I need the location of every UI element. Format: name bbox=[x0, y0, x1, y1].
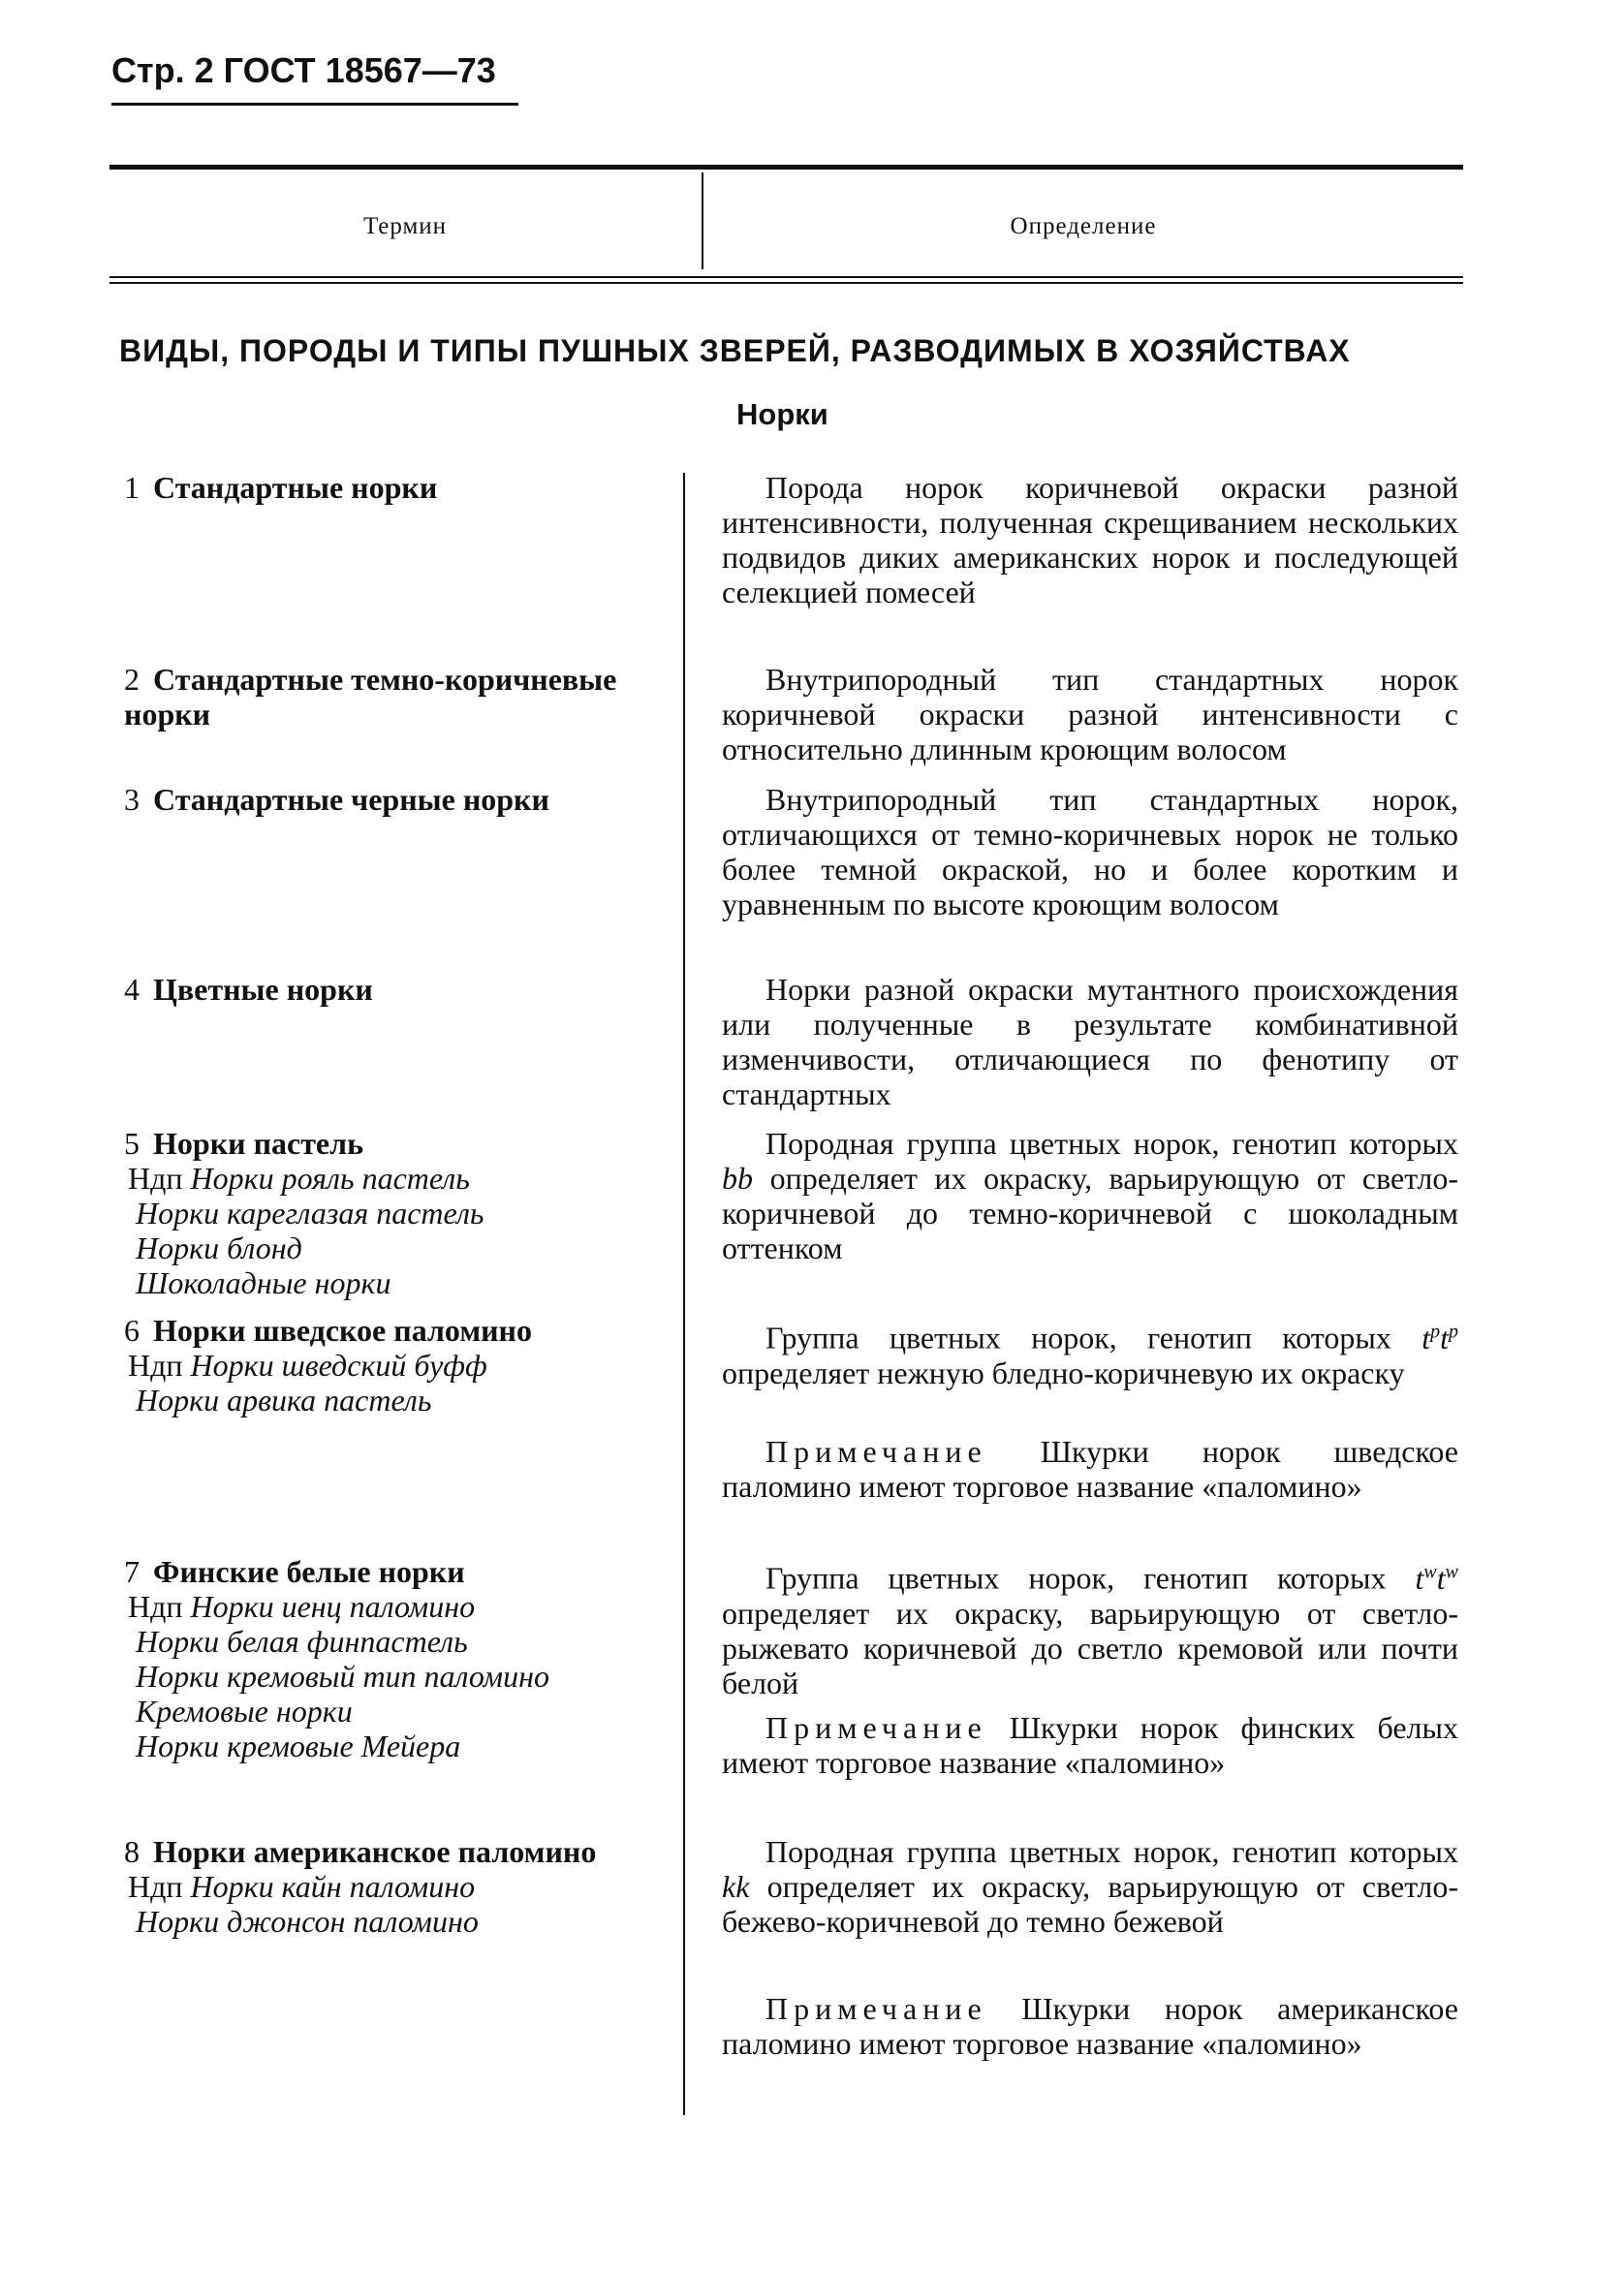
ndp-label: Ндп bbox=[128, 1348, 183, 1383]
synonym-line bbox=[124, 1161, 681, 1196]
term-number: 5 bbox=[124, 1126, 140, 1161]
definition-text: определяет их окраску, варьирующую от светло-бежево-коричневой до темно бежевой bbox=[722, 1869, 1458, 1939]
definition-3: Внутрипородный тип стандартных норок, отличающихся от темно-коричневых норок не только более темной окраской, но и более коротким и уравненным по высоте кроющим волосом bbox=[722, 782, 1458, 921]
term-entry-7 bbox=[124, 1554, 681, 1763]
column-header-definition: Определение bbox=[1010, 213, 1157, 239]
genotype: $t^wt^w$ bbox=[1415, 1560, 1458, 1596]
synonym: Норки иенц паломино bbox=[190, 1589, 476, 1624]
subsection-title: Норки bbox=[736, 397, 828, 431]
page-header-underline bbox=[111, 103, 518, 106]
term-entry-3 bbox=[124, 782, 681, 817]
genotype: kk bbox=[722, 1869, 750, 1904]
note-label: Примечание bbox=[765, 1434, 987, 1469]
definition-text: Породная группа цветных норок, генотип которых bbox=[765, 1834, 1458, 1869]
term-number: 1 bbox=[124, 470, 140, 505]
synonym: Норки арвика пастель bbox=[136, 1383, 432, 1417]
term-entry-8 bbox=[124, 1834, 681, 1939]
ndp-label: Ндп bbox=[128, 1869, 183, 1904]
synonym-line bbox=[124, 1869, 681, 1904]
synonym-line bbox=[124, 1348, 681, 1383]
definition-7 bbox=[722, 1554, 1458, 1700]
ndp-label: Ндп bbox=[128, 1161, 183, 1196]
definition-4: Норки разной окраски мутантного происхождения или полученные в результате комбинативной изменчивости, отличающиеся по фенотипу от стандартных bbox=[722, 972, 1458, 1111]
term-entry-2 bbox=[124, 662, 681, 732]
synonym: Шоколадные норки bbox=[136, 1265, 391, 1300]
definition-text: определяет их окраску, варьирующую от светло-рыжевато коричневой до светло кремовой или почти белой bbox=[722, 1595, 1458, 1700]
note-6 bbox=[722, 1434, 1458, 1504]
table-top-rule bbox=[109, 165, 1463, 170]
definition-text: Породная группа цветных норок, генотип которых bbox=[765, 1126, 1458, 1161]
column-header-term: Термин bbox=[362, 213, 448, 239]
note-8 bbox=[722, 1991, 1458, 2061]
note-text: Шкурки норок шведское паломино имеют торговое название «паломино» bbox=[722, 1434, 1458, 1504]
term-entry-4 bbox=[124, 972, 681, 1007]
term-entry-6 bbox=[124, 1313, 681, 1417]
term-entry-1 bbox=[124, 470, 681, 505]
definition-text: определяет их окраску, варьирующую от светло-коричневой до темно-коричневой с шоколадным оттенком bbox=[722, 1161, 1458, 1265]
term-name: Цветные норки bbox=[153, 972, 373, 1007]
genotype: bb bbox=[722, 1161, 753, 1196]
note-7 bbox=[722, 1710, 1458, 1780]
synonym: Кремовые норки bbox=[136, 1694, 353, 1729]
definition-text: определяет нежную бледно-коричневую их окраску bbox=[722, 1355, 1405, 1390]
synonym: Норки блонд bbox=[136, 1230, 302, 1265]
note-text: Шкурки норок финских белых имеют торговое название «паломино» bbox=[722, 1710, 1458, 1780]
definition-text: Группа цветных норок, генотип которых bbox=[765, 1560, 1416, 1596]
term-entry-5 bbox=[124, 1126, 681, 1300]
definition-5 bbox=[722, 1126, 1458, 1265]
definition-2: Внутрипородный тип стандартных норок коричневой окраски разной интенсивности с относительно длинным кроющим волосом bbox=[722, 662, 1458, 766]
term-name: Норки шведское паломино bbox=[153, 1313, 532, 1348]
term-number: 6 bbox=[124, 1313, 140, 1348]
term-number: 4 bbox=[124, 972, 140, 1007]
definition-1: Порода норок коричневой окраски разной интенсивности, полученная скрещиванием нескольких подвидов диких американских норок и последующей селекцией помесей bbox=[722, 470, 1458, 609]
synonym: Норки джонсон паломино bbox=[136, 1904, 479, 1939]
genotype: $t^pt^p$ bbox=[1421, 1320, 1458, 1355]
section-title: ВИДЫ, ПОРОДЫ И ТИПЫ ПУШНЫХ ЗВЕРЕЙ, РАЗВОДИМЫХ В ХОЗЯЙСТВАХ bbox=[119, 333, 1351, 368]
ndp-label: Ндп bbox=[128, 1589, 183, 1624]
term-name: Стандартные черные норки bbox=[153, 782, 549, 817]
note-label: Примечание bbox=[765, 1991, 987, 2026]
term-name: Норки пастель bbox=[153, 1126, 363, 1161]
table-header-bottom-rule bbox=[109, 276, 1463, 278]
term-name: Норки американское паломино bbox=[153, 1834, 597, 1869]
table-header-bottom-rule-2 bbox=[109, 282, 1463, 284]
synonym: Норки рояль пастель bbox=[190, 1161, 470, 1196]
column-header-divider bbox=[702, 172, 703, 269]
term-number: 2 bbox=[124, 662, 140, 697]
note-text: Шкурки норок американское паломино имеют торговое название «паломино» bbox=[722, 1991, 1458, 2061]
term-name: Финские белые норки bbox=[153, 1554, 465, 1589]
definition-8 bbox=[722, 1834, 1458, 1939]
synonym: Норки шведский буфф bbox=[190, 1348, 487, 1383]
synonym: Норки кареглазая пастель bbox=[136, 1196, 484, 1230]
synonym: Норки белая финпастель bbox=[136, 1624, 468, 1659]
synonym: Норки кремовые Мейера bbox=[136, 1729, 461, 1763]
definition-6 bbox=[722, 1314, 1458, 1390]
term-name: Стандартные норки bbox=[153, 470, 438, 505]
synonym-line bbox=[124, 1589, 681, 1624]
term-number: 3 bbox=[124, 782, 140, 817]
page-header: Стр. 2 ГОСТ 18567—73 bbox=[111, 50, 496, 90]
term-name: Стандартные темно-коричневые норки bbox=[124, 662, 617, 732]
term-number: 8 bbox=[124, 1834, 140, 1869]
synonym: Норки кремовый тип паломино bbox=[136, 1659, 549, 1694]
column-divider bbox=[683, 473, 685, 2115]
synonym: Норки кайн паломино bbox=[190, 1869, 476, 1904]
definition-text: Группа цветных норок, генотип которых bbox=[765, 1320, 1422, 1355]
term-number: 7 bbox=[124, 1554, 140, 1589]
note-label: Примечание bbox=[765, 1710, 987, 1745]
